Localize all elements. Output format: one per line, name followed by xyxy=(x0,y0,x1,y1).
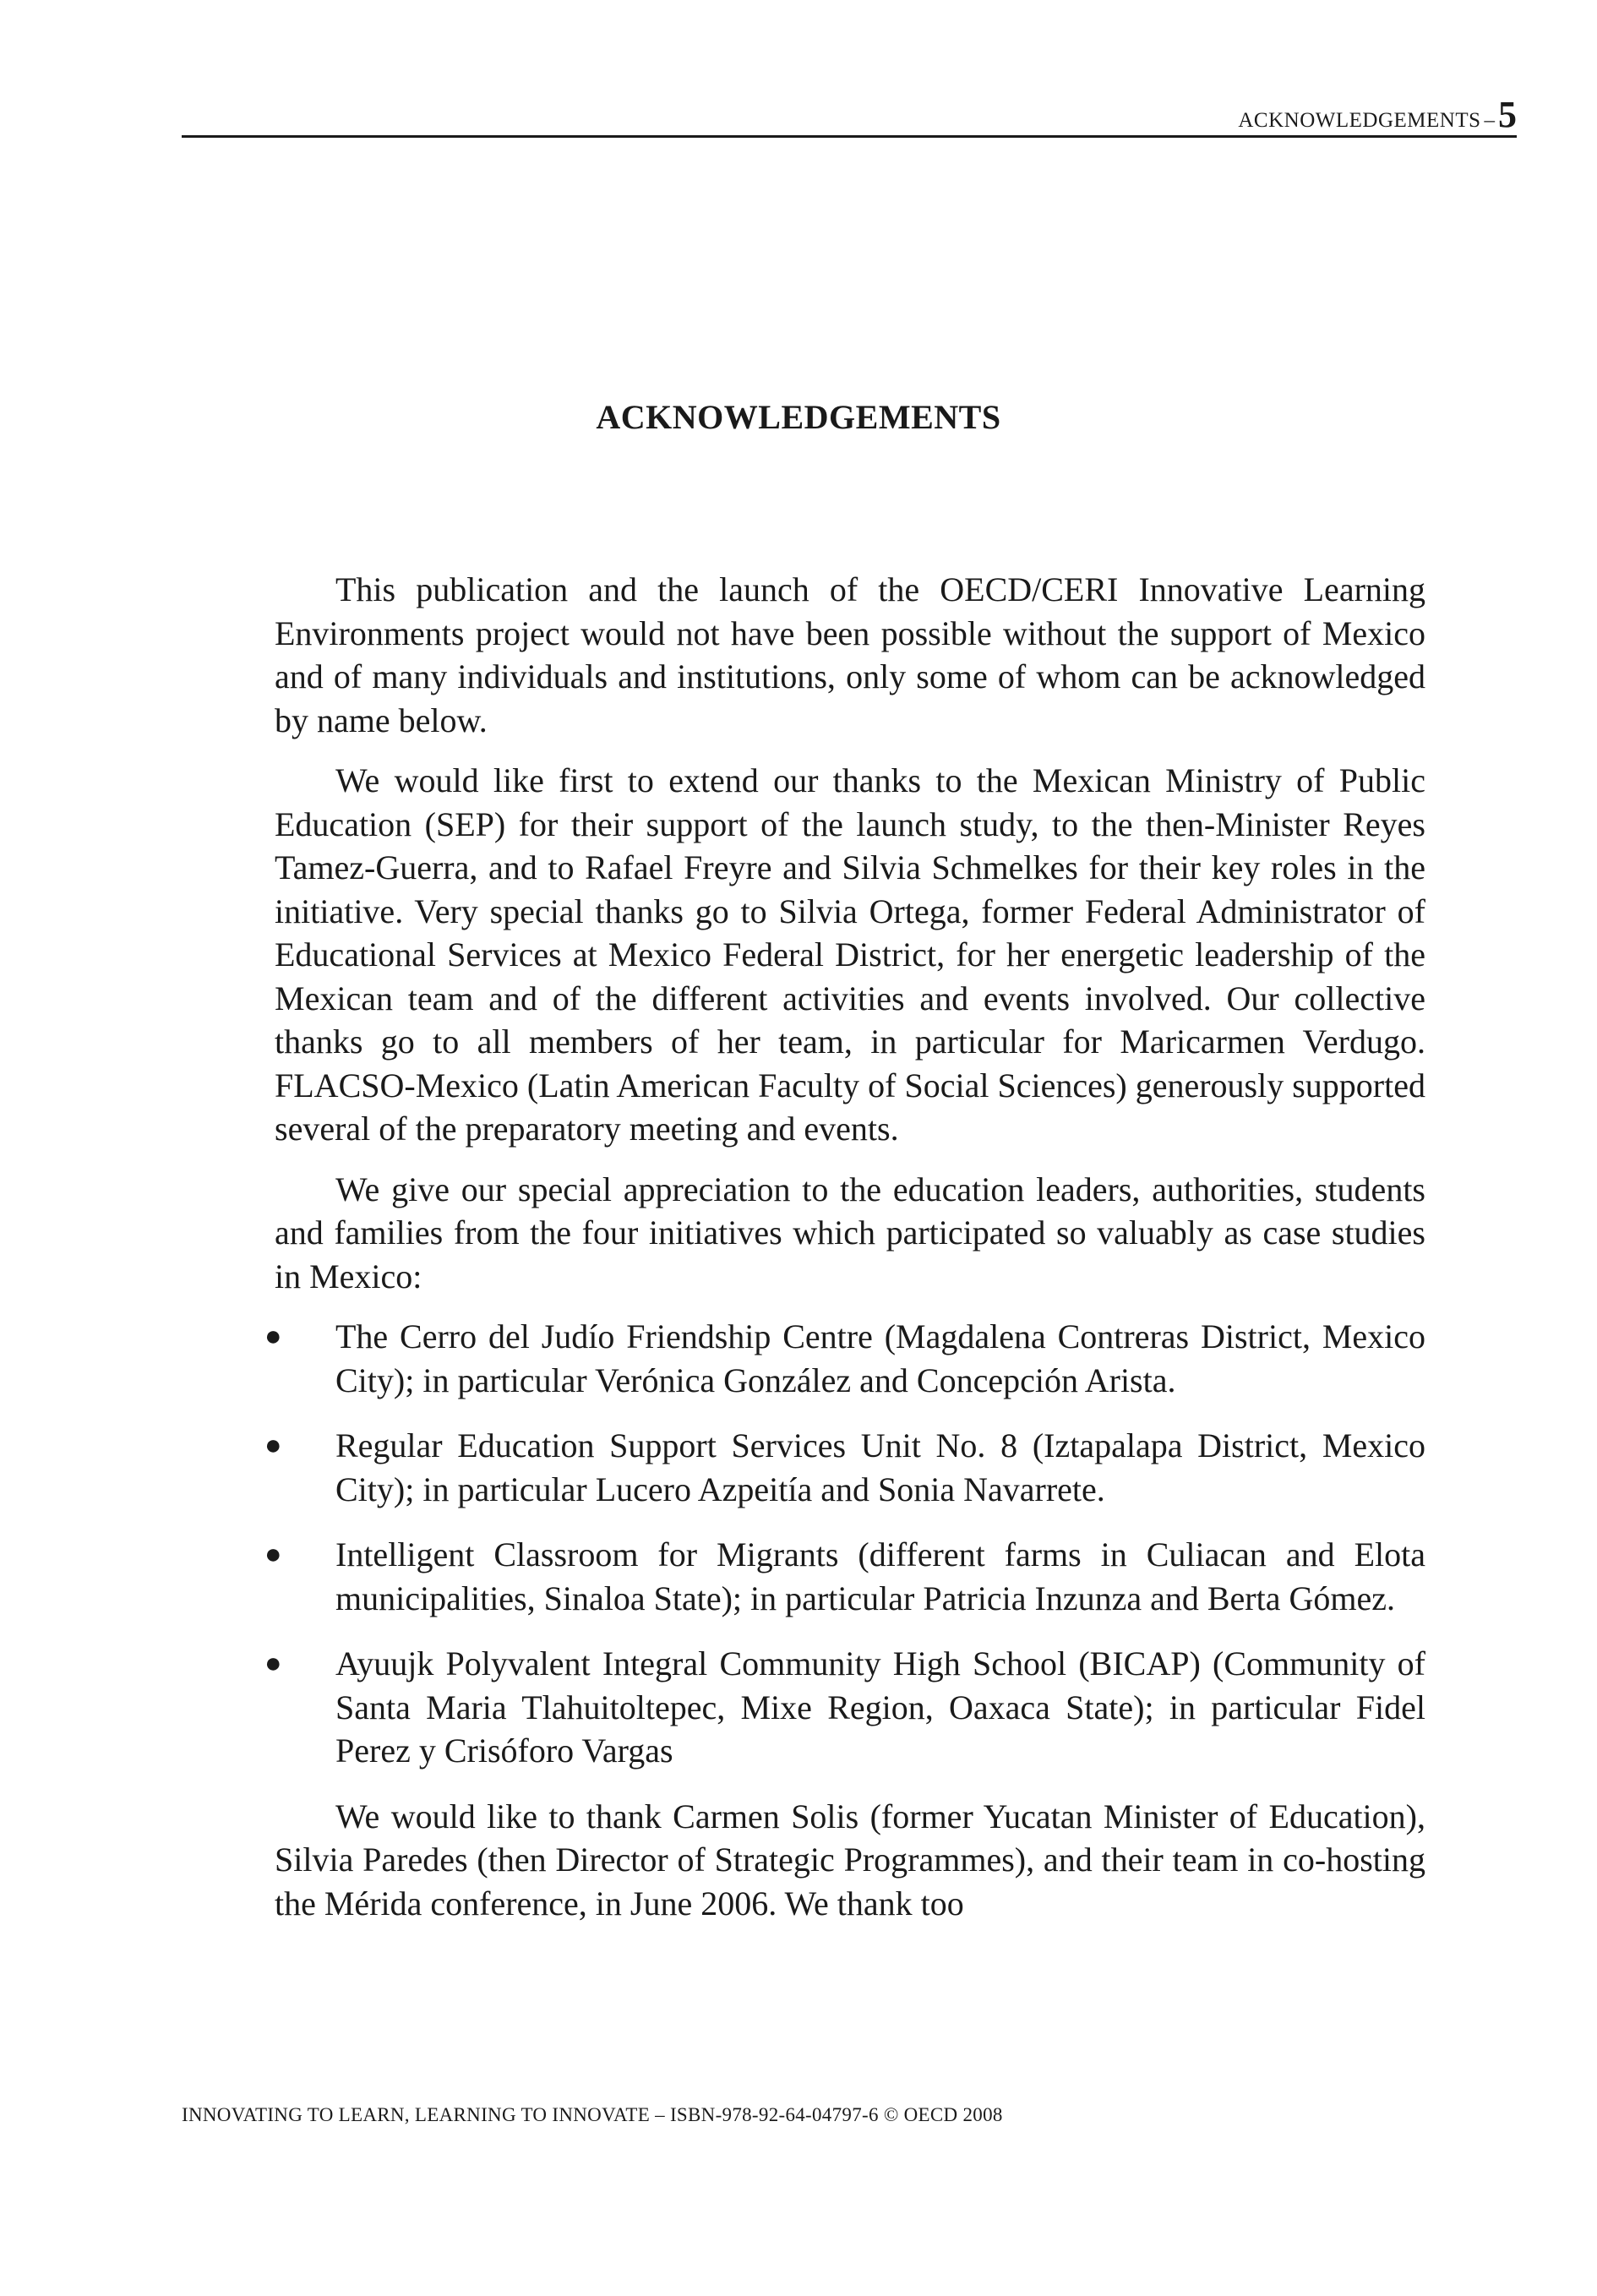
list-item-text: Regular Education Support Services Unit No. 8 (Iztapalapa District, Mexico City); in particular Lucero Azpeitía and Sonia Navarrete. xyxy=(335,1426,1425,1508)
page-title: ACKNOWLEDGEMENTS xyxy=(596,398,1001,436)
bullet-icon: ● xyxy=(264,1430,282,1461)
page-number: 5 xyxy=(1498,94,1517,135)
case-study-list xyxy=(264,1315,1425,1773)
paragraph-ministry-thanks: We would like first to extend our thanks to the Mexican Ministry of Public Education (SEP) for their support of the launch study, to the then-Minister Reyes Tamez-Guerra, and to Rafael Freyre and Silvia Schmelkes for their key roles in the initiative. Very special thanks go to Silvia Ortega, former Federal Administrator of Educational Services at Mexico Federal District, for her energetic leadership of the Mexican team and of the different activities and events involved. Our collective thanks go to all members of her team, in particular for Maricarmen Verdugo. FLACSO-Mexico (Latin American Faculty of Social Sciences) generously supported several of the preparatory meeting and events. xyxy=(275,761,1425,1148)
list-item-text: The Cerro del Judío Friendship Centre (Magdalena Contreras District, Mexico City); in particular Verónica González and Concepción Arista. xyxy=(335,1317,1425,1399)
running-header-title: ACKNOWLEDGEMENTS xyxy=(1238,109,1481,132)
page-footer: INNOVATING TO LEARN, LEARNING TO INNOVATE – ISBN-978-92-64-04797-6 © OECD 2008 xyxy=(182,2104,1003,2125)
running-header-separator: – xyxy=(1484,109,1495,132)
bullet-icon: ● xyxy=(264,1539,282,1570)
body-text xyxy=(264,568,1425,1942)
list-item-text: Intelligent Classroom for Migrants (different farms in Culiacan and Elota municipalities, Sinaloa State); in particular Patricia Inzunza and Berta Gómez. xyxy=(335,1535,1425,1617)
list-item xyxy=(264,1642,1425,1773)
paragraph-merida-thanks: We would like to thank Carmen Solis (former Yucatan Minister of Education), Silvia Paredes (then Director of Strategic Programmes), and their team in co-hosting the Mérida conference, in June 2006. We thank too xyxy=(275,1797,1425,1922)
list-item-text: Ayuujk Polyvalent Integral Community High School (BICAP) (Community of Santa Maria Tlahuitoltepec, Mixe Region, Oaxaca State); in particular Fidel Perez y Crisóforo Vargas xyxy=(335,1644,1425,1770)
list-item xyxy=(264,1533,1425,1620)
list-item xyxy=(264,1424,1425,1511)
paragraph-intro: This publication and the launch of the OECD/CERI Innovative Learning Environments project would not have been possible without the support of Mexico and of many individuals and institutions, only some of whom can be acknowledged by name below. xyxy=(275,570,1425,739)
bullet-icon: ● xyxy=(264,1321,282,1352)
list-item xyxy=(264,1315,1425,1402)
paragraph-case-studies-intro: We give our special appreciation to the education leaders, authorities, students and families from the four initiatives which participated so valuably as case studies in Mexico: xyxy=(275,1170,1425,1295)
bullet-icon: ● xyxy=(264,1648,282,1679)
running-header xyxy=(182,93,1517,138)
